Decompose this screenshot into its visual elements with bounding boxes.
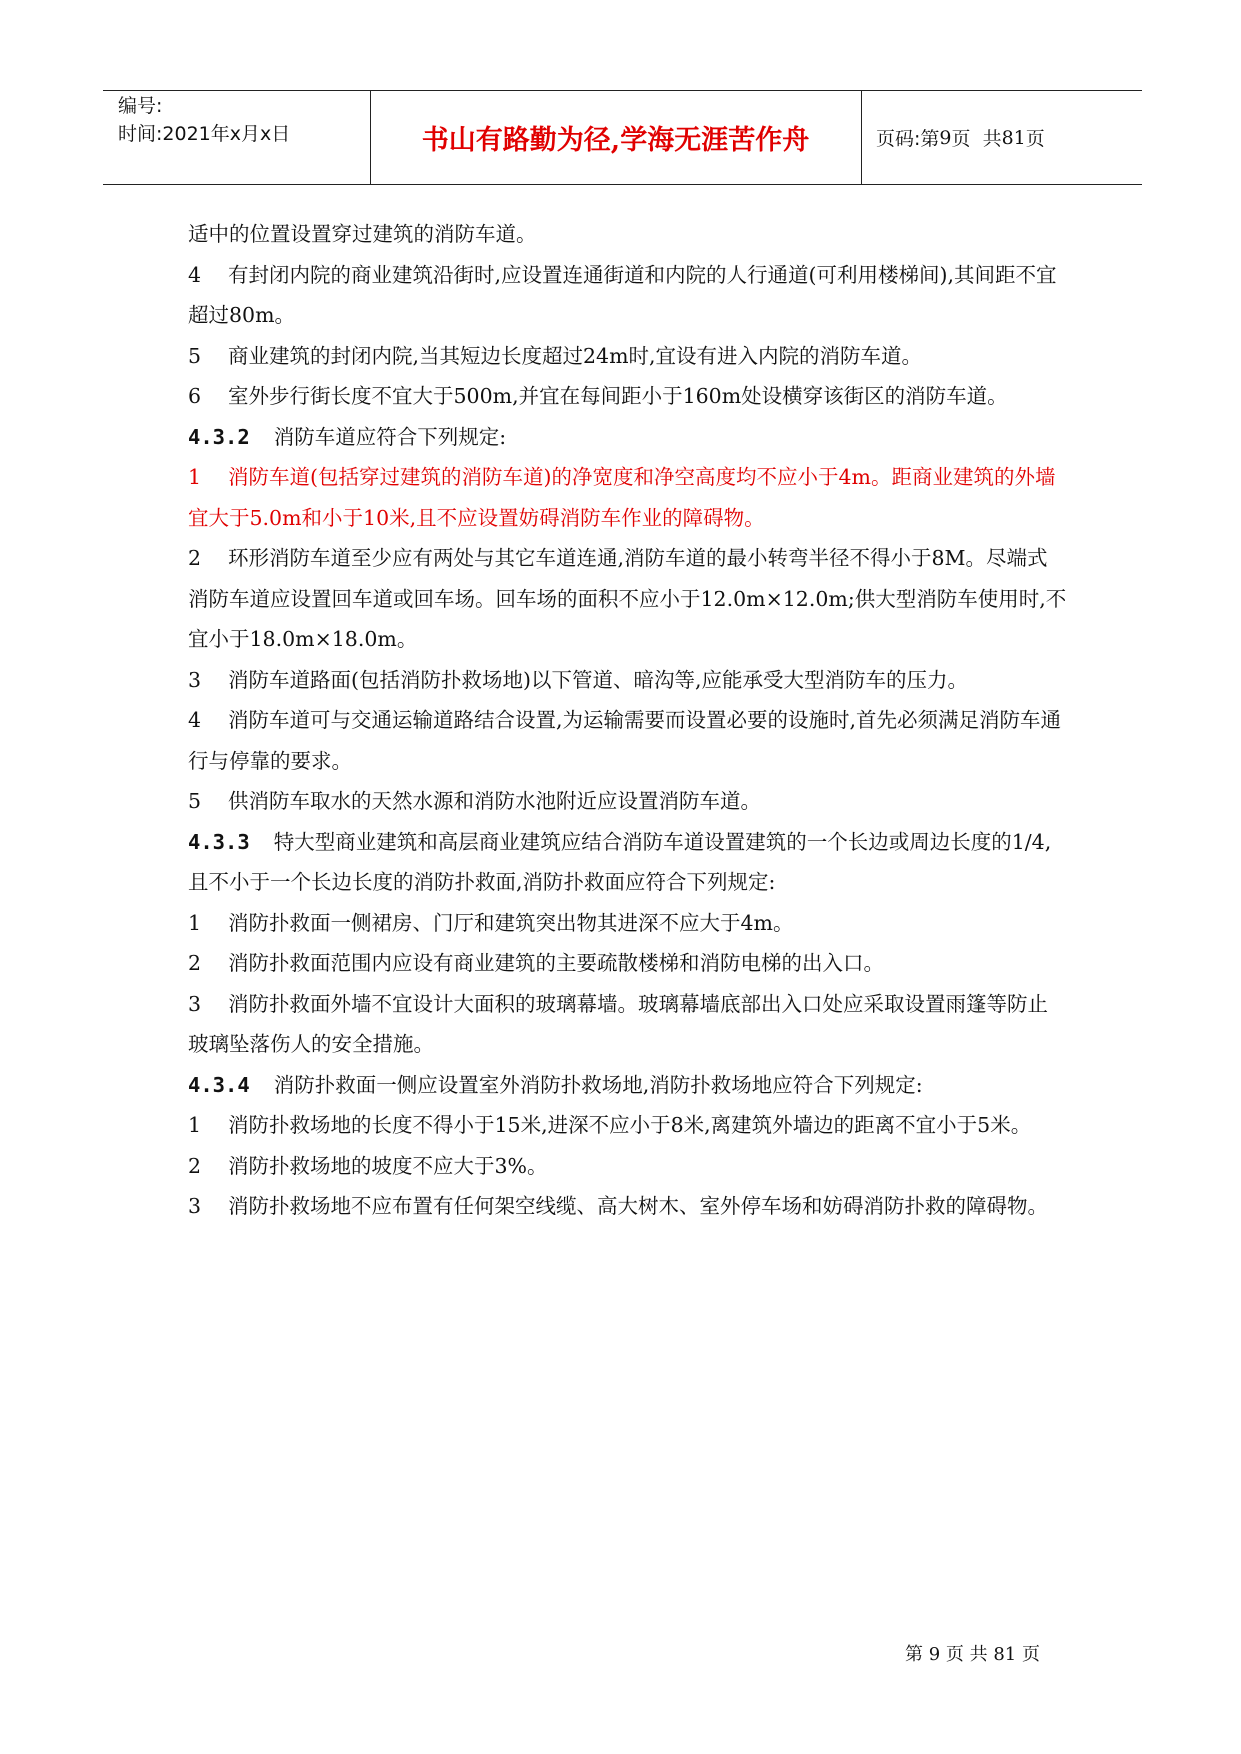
page-footer: 第 9 页 共 81 页 — [905, 1644, 1040, 1665]
paragraph-highlighted — [188, 457, 1068, 538]
paragraph — [188, 903, 1068, 944]
paragraph — [188, 943, 1068, 984]
header-meta — [118, 92, 290, 148]
paragraph-text: 商业建筑的封闭内院,当其短边长度超过24m时,宜设有进入内院的消防车道。 — [228, 343, 923, 368]
section-text: 消防扑救面一侧应设置室外消防扑救场地,消防扑救场地应符合下列规定: — [273, 1072, 923, 1097]
paragraph-text: 供消防车取水的天然水源和消防水池附近应设置消防车道。 — [228, 789, 761, 813]
paragraph-text: 适中的位置设置穿过建筑的消防车道。 — [188, 222, 537, 246]
item-number: 2 — [188, 951, 202, 975]
item-number: 4 — [188, 708, 202, 732]
header-bottom-rule — [103, 184, 1142, 185]
paragraph — [188, 660, 1068, 701]
paragraph — [188, 214, 1068, 255]
serial-label: 编号: — [118, 95, 163, 117]
item-number: 2 — [188, 1153, 202, 1178]
paragraph-text: 消防车道(包括穿过建筑的消防车道)的净宽度和净空高度均不应小于4m。距商业建筑的外墙宜大于5.0m和小于10米,且不应设置妨碍消防车作业的障碍物。 — [188, 465, 1056, 530]
paragraph — [188, 700, 1068, 781]
paragraph-text: 消防扑救面范围内应设有商业建筑的主要疏散楼梯和消防电梯的出入口。 — [228, 951, 884, 975]
header-divider-left — [370, 91, 371, 184]
paragraph-text: 消防车道路面(包括消防扑救场地)以下管道、暗沟等,应能承受大型消防车的压力。 — [228, 667, 969, 692]
paragraph-text: 消防扑救面外墙不宜设计大面积的玻璃幕墙。玻璃幕墙底部出入口处应采取设置雨篷等防止玻璃坠落伤人的安全措施。 — [188, 991, 1048, 1056]
paragraph-text: 消防扑救场地的长度不得小于15米,进深不应小于8米,离建筑外墙边的距离不宜小于5米。 — [228, 1113, 1032, 1137]
paragraph-text: 消防扑救面一侧裙房、门厅和建筑突出物其进深不应大于4m。 — [228, 910, 794, 935]
section-number: 4.3.2 — [188, 424, 250, 449]
item-number: 5 — [188, 789, 202, 813]
page-number: 9 — [939, 126, 952, 149]
paragraph — [188, 255, 1068, 336]
section-text: 消防车道应符合下列规定: — [273, 424, 507, 449]
item-number: 4 — [188, 262, 202, 287]
page-suffix: 页 — [1025, 128, 1045, 150]
item-number: 3 — [188, 991, 202, 1016]
page-total: 81 — [1001, 126, 1026, 149]
paragraph-text: 消防扑救场地不应布置有任何架空线缆、高大树木、室外停车场和妨碍消防扑救的障碍物。 — [228, 1194, 1048, 1218]
section-heading — [188, 417, 1068, 458]
section-number: 4.3.3 — [188, 829, 250, 854]
paragraph — [188, 538, 1068, 660]
paragraph-text: 环形消防车道至少应有两处与其它车道连通,消防车道的最小转弯半径不得小于8M。尽端式消防车道应设置回车道或回车场。回车场的面积不应小于12.0m×12.0m;供大型消防车使用时,不宜小于18.0m×18.0m。 — [188, 546, 1067, 651]
header-divider-right — [861, 91, 862, 184]
item-number: 5 — [188, 343, 202, 368]
paragraph — [188, 1186, 1068, 1227]
document-body — [188, 214, 1068, 1227]
section-heading — [188, 822, 1068, 903]
paragraph-text: 消防扑救场地的坡度不应大于3%。 — [228, 1153, 548, 1178]
paragraph-text: 室外步行街长度不宜大于500m,并宜在每间距小于160m处设横穿该街区的消防车道。 — [228, 384, 1008, 408]
paragraph — [188, 781, 1068, 822]
paragraph — [188, 1105, 1068, 1146]
item-number: 1 — [188, 465, 202, 489]
section-heading — [188, 1065, 1068, 1106]
section-text: 特大型商业建筑和高层商业建筑应结合消防车道设置建筑的一个长边或周边长度的1/4,且不小于一个长边长度的消防扑救面,消防扑救面应符合下列规定: — [188, 829, 1052, 894]
paragraph-text: 消防车道可与交通运输道路结合设置,为运输需要而设置必要的设施时,首先必须满足消防车通行与停靠的要求。 — [188, 708, 1062, 773]
item-number: 1 — [188, 1113, 202, 1137]
paragraph — [188, 376, 1068, 417]
paragraph-text: 有封闭内院的商业建筑沿街时,应设置连通街道和内院的人行通道(可利用楼梯间),其间距不宜超过80m。 — [188, 262, 1057, 327]
item-number: 6 — [188, 384, 202, 408]
item-number: 3 — [188, 667, 202, 692]
header-page-info — [876, 91, 1045, 184]
item-number: 3 — [188, 1194, 202, 1218]
header-motto: 书山有路勤为径,学海无涯苦作舟 — [421, 125, 810, 156]
paragraph — [188, 984, 1068, 1065]
page-prefix: 页码:第 — [876, 128, 940, 150]
page-mid: 页 共 — [951, 128, 1002, 150]
time-label: 时间:2021年x月x日 — [118, 123, 291, 145]
item-number: 2 — [188, 546, 202, 570]
paragraph — [188, 336, 1068, 377]
paragraph — [188, 1146, 1068, 1187]
section-number: 4.3.4 — [188, 1072, 250, 1097]
item-number: 1 — [188, 910, 202, 935]
